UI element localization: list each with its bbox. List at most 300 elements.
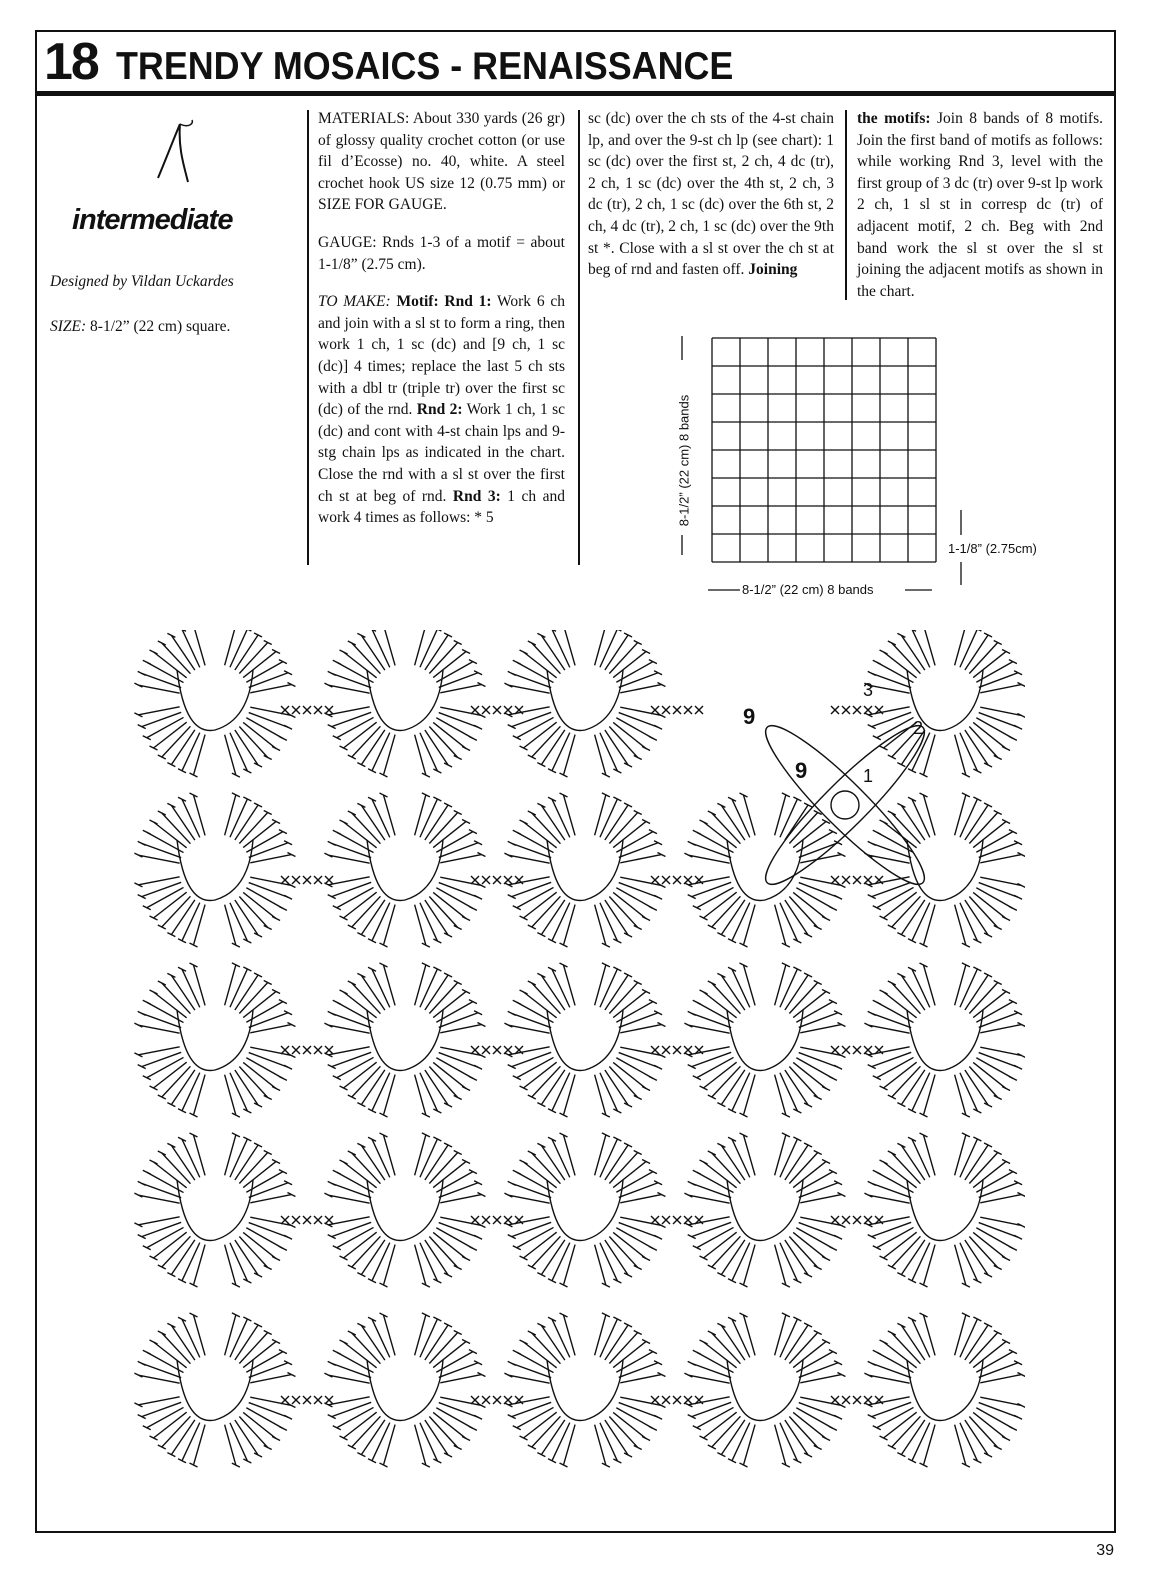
stitch-mark: [616, 1058, 653, 1079]
stitch-mark: [384, 735, 396, 775]
stitch-mark: [799, 1403, 838, 1418]
column-divider: [578, 110, 580, 565]
stitch-mark: [619, 713, 658, 728]
stitch-mark: [976, 662, 1013, 683]
stitch-mark: [800, 877, 841, 885]
size-info: [50, 318, 230, 336]
stitch-mark: [454, 925, 462, 929]
stitch-mark: [620, 707, 661, 715]
stitch-mark: [182, 1243, 200, 1281]
center-ring: [831, 791, 859, 819]
stitch-mark: [994, 925, 1002, 929]
stitch-mark: [620, 1375, 661, 1383]
stitch-mark: [912, 1139, 930, 1177]
stitch-mark: [877, 1227, 914, 1247]
stitch-mark: [979, 1363, 1018, 1378]
stitch-mark: [254, 1103, 262, 1107]
stitch-mark: [254, 803, 262, 807]
motif-loop: [547, 670, 623, 731]
stitch-mark: [254, 1273, 262, 1277]
stitch-mark: [880, 1160, 888, 1164]
motif-loop: [727, 1360, 803, 1421]
stitch-mark: [454, 641, 462, 645]
stitch-mark: [616, 1352, 653, 1373]
x-loop: [752, 712, 939, 899]
stitch-mark: [444, 1143, 452, 1147]
loop-label-9a: 9: [743, 704, 756, 729]
motif-loop: [367, 670, 443, 731]
stitch-mark: [194, 1245, 206, 1285]
stitch-mark: [897, 1273, 905, 1277]
stitch-mark: [384, 630, 396, 665]
stitch-mark: [250, 707, 291, 715]
stitch-mark: [272, 1087, 280, 1091]
stitch-mark: [444, 1103, 452, 1107]
difficulty-level: intermediate: [72, 204, 233, 236]
stitch-mark: [517, 1057, 554, 1077]
motif-loop: [547, 1180, 623, 1241]
stitch-mark: [1009, 1426, 1017, 1430]
stitch-mark: [619, 1183, 658, 1198]
stitch-mark: [984, 763, 992, 767]
stitch-mark: [454, 981, 462, 985]
stitch-mark: [142, 712, 181, 726]
stitch-mark: [333, 830, 341, 834]
stitch-mark: [800, 1047, 841, 1055]
stitch-mark: [462, 1257, 470, 1261]
stitch-mark: [284, 1235, 292, 1239]
stitch-mark: [552, 1139, 570, 1177]
stitch-mark: [552, 969, 570, 1007]
stitch-mark: [976, 888, 1013, 909]
stitch-mark: [138, 1011, 146, 1015]
stitch-mark: [564, 1315, 576, 1355]
stitch-mark: [924, 1425, 936, 1465]
stitch-mark: [984, 1273, 992, 1277]
stitch-mark: [1002, 747, 1010, 751]
stitch-mark: [384, 1075, 396, 1115]
stitch-mark: [254, 973, 262, 977]
stitch-mark: [462, 917, 470, 921]
stitch-mark: [537, 973, 545, 977]
motif-loop: [907, 1360, 983, 1421]
crochet-chart: [125, 630, 1025, 1520]
stitch-mark: [537, 763, 545, 767]
stitch-mark: [796, 832, 833, 853]
stitch-mark: [976, 1172, 1013, 1193]
stitch-mark: [564, 630, 576, 665]
stitch-mark: [994, 755, 1002, 759]
motif-loop: [177, 1360, 253, 1421]
stitch-mark: [444, 1323, 452, 1327]
stitch-mark: [143, 1000, 151, 1004]
stitch-mark: [654, 895, 662, 899]
stitch-mark: [976, 1002, 1013, 1023]
stitch-mark: [688, 1217, 729, 1225]
stitch-mark: [513, 1350, 521, 1354]
stitch-mark: [158, 1445, 166, 1449]
stitch-mark: [620, 1397, 661, 1405]
stitch-mark: [249, 1363, 288, 1378]
stitch-mark: [246, 832, 283, 853]
stitch-mark: [150, 1340, 158, 1344]
x-loop: [752, 712, 939, 899]
stitch-mark: [508, 1361, 516, 1365]
stitch-mark: [616, 1172, 653, 1193]
stitch-mark: [804, 1103, 812, 1107]
stitch-mark: [693, 1170, 701, 1174]
stitch-mark: [250, 1375, 291, 1383]
stitch-mark: [225, 630, 236, 665]
stitch-mark: [564, 1425, 576, 1465]
stitch-mark: [436, 832, 473, 853]
stitch-mark: [508, 685, 549, 693]
stitch-mark: [147, 717, 184, 737]
stitch-mark: [439, 1363, 478, 1378]
stitch-mark: [688, 1375, 729, 1383]
stitch-mark: [444, 1453, 452, 1457]
stitch-mark: [1009, 1246, 1017, 1250]
stitch-mark: [897, 1143, 905, 1147]
stitch-mark: [976, 832, 1013, 853]
column-divider: [845, 110, 847, 300]
stitch-mark: [142, 1183, 181, 1197]
stitch-mark: [976, 1228, 1013, 1249]
stitch-mark: [872, 673, 911, 687]
stitch-mark: [984, 933, 992, 937]
stitch-mark: [822, 1437, 830, 1441]
stitch-mark: [454, 1095, 462, 1099]
stitch-mark: [980, 1025, 1021, 1033]
stitch-mark: [700, 820, 708, 824]
stitch-mark: [182, 1319, 200, 1357]
stitch-mark: [888, 755, 896, 759]
stitch-mark: [616, 718, 653, 739]
stitch-mark: [337, 717, 374, 737]
stitch-mark: [1009, 736, 1017, 740]
stitch-mark: [980, 1195, 1021, 1203]
stitch-mark: [980, 1047, 1021, 1055]
motif-loop: [727, 1180, 803, 1241]
stitch-mark: [692, 1363, 731, 1377]
stitch-mark: [994, 1095, 1002, 1099]
stitch-mark: [980, 685, 1021, 693]
stitch-mark: [264, 1445, 272, 1449]
stitch-mark: [528, 925, 536, 929]
motif-loop: [177, 1010, 253, 1071]
stitch-mark: [980, 855, 1021, 863]
motif-loop: [547, 1010, 623, 1071]
stitch-mark: [142, 673, 181, 687]
stitch-mark: [868, 1375, 909, 1383]
stitch-mark: [717, 973, 725, 977]
column-divider: [307, 110, 309, 565]
stitch-mark: [564, 795, 576, 835]
stitch-mark: [868, 1181, 876, 1185]
stitch-mark: [249, 1053, 288, 1068]
stitch-mark: [814, 1151, 822, 1155]
stitch-mark: [517, 717, 554, 737]
stitch-mark: [537, 933, 545, 937]
stitch-mark: [328, 1047, 369, 1055]
round-label-3: 3: [863, 680, 874, 700]
stitch-mark: [708, 1331, 716, 1335]
stitch-mark: [508, 1195, 549, 1203]
stitch-mark: [924, 735, 936, 775]
stitch-mark: [143, 660, 151, 664]
stitch-mark: [250, 1025, 291, 1033]
stitch-mark: [1002, 1087, 1010, 1091]
stitch-mark: [654, 1415, 662, 1419]
stitch-mark: [384, 965, 396, 1005]
stitch-mark: [348, 981, 356, 985]
stitch-mark: [868, 855, 909, 863]
stitch-mark: [1014, 1235, 1022, 1239]
stitch-mark: [284, 1415, 292, 1419]
stitch-mark: [880, 820, 888, 824]
stitch-mark: [624, 973, 632, 977]
stitch-mark: [697, 1227, 734, 1247]
stitch-mark: [384, 1315, 396, 1355]
stitch-mark: [142, 882, 181, 896]
stitch-mark: [348, 925, 356, 929]
stitch-mark: [868, 671, 876, 675]
stitch-mark: [508, 1375, 549, 1383]
stitch-mark: [372, 1139, 390, 1177]
stitch-mark: [552, 799, 570, 837]
stitch-mark: [440, 877, 481, 885]
stitch-mark: [250, 855, 291, 863]
stitch-mark: [924, 1315, 936, 1355]
stitch-mark: [333, 1350, 341, 1354]
stitch-mark: [800, 1025, 841, 1033]
stitch-mark: [872, 1363, 911, 1377]
stitch-mark: [624, 1273, 632, 1277]
stitch-mark: [717, 1143, 725, 1147]
stitch-mark: [254, 763, 262, 767]
stitch-mark: [436, 662, 473, 683]
stitch-mark: [732, 1319, 750, 1357]
stitch-mark: [167, 933, 175, 937]
stitch-mark: [649, 736, 657, 740]
stitch-mark: [340, 990, 348, 994]
stitch-mark: [619, 673, 658, 688]
stitch-mark: [619, 1223, 658, 1238]
stitch-mark: [249, 843, 288, 858]
stitch-mark: [520, 990, 528, 994]
stitch-mark: [250, 877, 291, 885]
stitch-mark: [436, 1228, 473, 1249]
motif-loop: [177, 670, 253, 731]
stitch-mark: [888, 925, 896, 929]
stitch-mark: [194, 1425, 206, 1465]
stitch-mark: [796, 1172, 833, 1193]
stitch-mark: [528, 1095, 536, 1099]
stitch-mark: [332, 843, 371, 857]
stitch-mark: [528, 1265, 536, 1269]
stitch-mark: [620, 1047, 661, 1055]
pattern-number: 18: [44, 33, 98, 91]
stitch-mark: [692, 1222, 731, 1236]
stitch-mark: [348, 1265, 356, 1269]
stitch-mark: [1002, 1257, 1010, 1261]
stitch-mark: [150, 1160, 158, 1164]
stitch-mark: [348, 1095, 356, 1099]
stitch-mark: [143, 830, 151, 834]
stitch-mark: [513, 1170, 521, 1174]
stitch-mark: [979, 1183, 1018, 1198]
stitch-mark: [469, 1246, 477, 1250]
stitch-mark: [649, 1076, 657, 1080]
stitch-mark: [980, 707, 1021, 715]
stitch-mark: [142, 1052, 181, 1066]
stitch-mark: [976, 1352, 1013, 1373]
stitch-mark: [182, 1423, 200, 1461]
stitch-mark: [512, 1183, 551, 1197]
stitch-mark: [328, 877, 369, 885]
stitch-mark: [508, 1397, 549, 1405]
stitch-mark: [167, 973, 175, 977]
stitch-mark: [697, 1057, 734, 1077]
stitch-mark: [138, 841, 146, 845]
stitch-mark: [979, 1053, 1018, 1068]
stitch-mark: [897, 1103, 905, 1107]
stitch-mark: [799, 883, 838, 898]
stitch-mark: [246, 1002, 283, 1023]
stitch-mark: [624, 763, 632, 767]
stitch-mark: [1002, 1437, 1010, 1441]
stitch-mark: [512, 1052, 551, 1066]
stitch-mark: [800, 1375, 841, 1383]
stitch-mark: [528, 981, 536, 985]
stitch-mark: [142, 843, 181, 857]
motif-loop: [727, 840, 803, 901]
stitch-mark: [984, 973, 992, 977]
joining-paragraph: the motifs: Join 8 bands of 8 motifs. Join the first band of motifs as follows: while working Rnd 3, level with the first group of 3 dc (tr) over 9-st lp work 2 ch, 1 sl st in corresp dc (tr) of adjacent motif, 2 ch. Beg with 2nd band work the sl st over the sl st joining the adjacent motifs as shown in the chart.: [857, 110, 1103, 300]
stitch-mark: [512, 712, 551, 726]
stitch-mark: [834, 1415, 842, 1419]
stitch-mark: [167, 1103, 175, 1107]
stitch-mark: [868, 1195, 909, 1203]
stitch-mark: [868, 1025, 909, 1033]
stitch-mark: [693, 830, 701, 834]
stitch-mark: [512, 1013, 551, 1027]
stitch-mark: [167, 1323, 175, 1327]
materials-paragraph: MATERIALS: About 330 yards (26 gr) of glossy quality crochet cotton (or use fil d’Ecosse) no. 40, white. A steel crochet hook US size 12 (0.75 mm) or SIZE FOR GAUGE.: [318, 110, 565, 214]
stitch-mark: [552, 1319, 570, 1357]
stitch-mark: [980, 1397, 1021, 1405]
stitch-mark: [537, 803, 545, 807]
stitch-mark: [979, 713, 1018, 728]
stitch-mark: [697, 1407, 734, 1427]
stitch-mark: [796, 888, 833, 909]
stitch-mark: [804, 803, 812, 807]
stitch-mark: [897, 1323, 905, 1327]
stitch-mark: [167, 763, 175, 767]
stitch-mark: [328, 1217, 369, 1225]
stitch-mark: [564, 1245, 576, 1285]
motif-loop: [907, 840, 983, 901]
stitch-mark: [799, 1013, 838, 1028]
stitch-mark: [979, 1403, 1018, 1418]
stitch-mark: [264, 641, 272, 645]
motif-loop: [907, 1180, 983, 1241]
stitch-mark: [357, 1273, 365, 1277]
stitch-mark: [167, 633, 175, 637]
to-make-paragraph: TO MAKE: Motif: Rnd 1: Work 6 ch and join with a sl st to form a ring, then work 1 ch, 1 sc (dc) and [9 ch, 1 sc (dc)] 4 times; replace the last 5 ch sts with a dbl tr (triple tr) over the first sc (dc) of the rnd. Rnd 2: Work 1 ch, 1 sc (dc) and cont with 4-st chain lps and 9-stg chain lps as indicated in the chart. Close the rnd with a sl st over the first ch st at beg of rnd. Rnd 3: 1 ch and work 4 times as follows: * 5: [318, 293, 565, 527]
stitch-mark: [692, 1052, 731, 1066]
stitch-mark: [924, 1245, 936, 1285]
stitch-mark: [513, 1000, 521, 1004]
stitch-mark: [732, 1073, 750, 1111]
stitch-mark: [924, 630, 936, 665]
instructions-column-3: [857, 108, 1103, 318]
stitch-mark: [254, 1143, 262, 1147]
stitch-mark: [717, 1103, 725, 1107]
stitch-mark: [552, 1243, 570, 1281]
stitch-mark: [717, 1273, 725, 1277]
stitch-mark: [279, 1426, 287, 1430]
stitch-mark: [508, 1047, 549, 1055]
stitch-mark: [528, 811, 536, 815]
stitch-mark: [250, 685, 291, 693]
stitch-mark: [474, 1065, 482, 1069]
stitch-mark: [912, 733, 930, 771]
stitch-mark: [537, 633, 545, 637]
stitch-mark: [744, 1135, 756, 1175]
stitch-mark: [877, 1407, 914, 1427]
stitch-mark: [138, 877, 179, 885]
stitch-mark: [182, 903, 200, 941]
stitch-mark: [872, 1013, 911, 1027]
stitch-mark: [700, 1340, 708, 1344]
stitch-mark: [692, 1402, 731, 1416]
instructions-column-1: [318, 108, 565, 545]
stitch-mark: [357, 933, 365, 937]
stitch-mark: [616, 888, 653, 909]
stitch-mark: [462, 1087, 470, 1091]
stitch-mark: [800, 1217, 841, 1225]
stitch-mark: [440, 1025, 481, 1033]
size-label: SIZE:: [50, 318, 87, 335]
stitch-mark: [474, 1235, 482, 1239]
stitch-mark: [616, 1228, 653, 1249]
stitch-mark: [158, 755, 166, 759]
stitch-mark: [138, 1361, 146, 1365]
stitch-mark: [804, 1323, 812, 1327]
stitch-mark: [717, 803, 725, 807]
stitch-mark: [357, 973, 365, 977]
stitch-mark: [284, 1065, 292, 1069]
stitch-mark: [333, 660, 341, 664]
stitch-mark: [888, 1095, 896, 1099]
stitch-mark: [829, 906, 837, 910]
stitch-mark: [372, 969, 390, 1007]
stitch-mark: [732, 1139, 750, 1177]
stitch-mark: [158, 1265, 166, 1269]
stitch-mark: [328, 1361, 336, 1365]
stitch-mark: [138, 1025, 179, 1033]
stitch-mark: [979, 673, 1018, 688]
stitch-mark: [897, 633, 905, 637]
stitch-mark: [194, 1075, 206, 1115]
stitch-mark: [508, 1217, 549, 1225]
stitch-mark: [873, 1170, 881, 1174]
stitch-mark: [634, 755, 642, 759]
stitch-mark: [249, 1403, 288, 1418]
stitch-mark: [888, 1445, 896, 1449]
stitch-mark: [372, 733, 390, 771]
